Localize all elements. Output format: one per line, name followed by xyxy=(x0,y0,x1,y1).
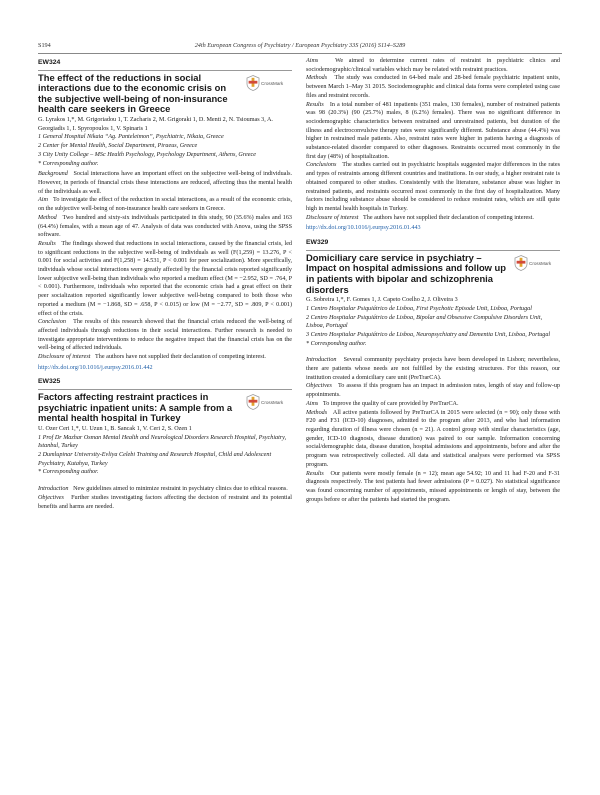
affiliation: 3 City Unity College – MSc Health Psychology, Psychology Department, Athens, Greece xyxy=(38,151,256,158)
abstract-id-ew325: EW325 xyxy=(38,378,61,386)
section-conclusion xyxy=(38,318,292,353)
title-row-ew325 xyxy=(38,392,292,424)
section-disclosure xyxy=(38,353,292,362)
section-text: We aimed to determine current rates of restraint in psychiatric clinics and sociodemographic/clinical variables which may be related with restraint practices. xyxy=(306,58,560,73)
section-methods xyxy=(306,409,560,470)
affiliation: 2 Dumlupinar University-Evliya Celebi Training and Research Hospital, Child and Adolescent Psychiatry, Kutahya, Turkey xyxy=(38,452,272,467)
affiliation: 3 Centro Hospitalar Psiquiátrico de Lisboa, Neuropsychiatry and Dementia Unit, Lisboa, Portugal xyxy=(306,331,551,338)
crossmark-icon xyxy=(514,255,528,271)
section-text: The authors have not supplied their declaration of competing interest. xyxy=(363,214,534,221)
abstract-title-ew325: Factors affecting restraint practices in psychiatric inpatient units: A sample from a mental health hospital in Turkey xyxy=(38,391,233,424)
corresponding-author-note: * Corresponding author. xyxy=(306,340,367,347)
affiliation: 1 Centro Hospitalar Psiquiátrico de Lisboa, First Psychotic Episode Unit, Lisboa, Portugal xyxy=(306,305,532,312)
abstract-id-ew324: EW324 xyxy=(38,59,61,66)
section-label: Objectives xyxy=(306,383,332,390)
section-text: The study was conducted in 64-bed male and 28-bed female psychiatric inpatient units, between March 1–May 31 2015. Sociodemographic and clinical data forms were completed using case files and restraint records. xyxy=(306,75,560,99)
section-label: Conclusion xyxy=(38,319,66,326)
page-number: S194 xyxy=(38,42,51,49)
crossmark-label: CrossMark xyxy=(261,400,284,406)
affiliation: 2 Center for Mental Health, Social Department, Piraeus, Greece xyxy=(38,143,198,150)
journal-citation: 24th European Congress of Psychiatry / European Psychiatry 33S (2016) S114–S289 xyxy=(194,42,406,49)
crossmark-icon xyxy=(246,75,260,91)
section-label: Introduction xyxy=(306,357,337,364)
abstract-title-ew329: Domiciliary care service in psychiatry – Impact on hospital admissions and follow up in patients with bipolar and schizophrenia disorders xyxy=(306,251,507,295)
section-introduction xyxy=(306,356,560,382)
affiliation: 1 Prof Dr Mazhar Osman Mental Health and Neurological Disorders Research Hospital, Psychiatry, Istanbul, Turkey xyxy=(38,434,287,450)
section-label: Aims xyxy=(306,58,319,64)
section-rule xyxy=(38,70,292,71)
section-text: Two hundred and sixty-six individuals participated in this study, 90 (35.6%) males and 163 (64.4%) females, with a mean age of 47. Analysis of data was conducted with Anova, using the SPSS software. xyxy=(38,214,292,239)
section-results xyxy=(306,470,560,505)
section-label: Disclosure of interest xyxy=(38,354,91,361)
section-label: Background xyxy=(38,171,68,178)
section-aims xyxy=(306,400,560,409)
affiliation: 1 General Hospital Nikaia “Ag. Panteleimon”, Psychiatric, Nikaia, Greece xyxy=(38,134,224,141)
section-rule xyxy=(306,250,560,251)
section-label: Methods xyxy=(306,409,328,416)
section-label: Results xyxy=(306,470,324,477)
authors-ew325: U. Ozer Ceri 1,*, U. Uzun 1, B. Sancak 1, V. Ceri 2, S. Ozen 1 xyxy=(38,425,192,432)
section-text: To improve the quality of care provided by PreTrarCA. xyxy=(322,400,459,407)
section-text: All active patients followed by PreTrarCA in 2015 were selected (n = 90); only those with F20 and F31 (ICD-10) diagnoses, admitted to the program after 2013, and who had information regarding duration of illness were chosen (n = 21). A control group with similar characteristics (age, gender, ICD-10 diagnosis, disease duration) was paired to our sample. Information concerning social/demographic data, disease duration, hospital admissions and appointments, before and after the program was retrospectively collected. All data and statistical analyses were performed via SPSS program. xyxy=(306,409,561,468)
section-label: Results xyxy=(38,240,56,247)
authors-ew324: G. Lyrakos 1,*, M. Grigoriadou 1, T. Zacharis 2, M. Grigoraki 1, D. Menti 2, N. Tsioumas 3, A. Georgiadis 1, I. Spyropoulos 1, V. Spinaris 1 xyxy=(38,117,273,132)
crossmark-icon xyxy=(246,394,260,410)
abstract-id-ew329: EW329 xyxy=(306,239,329,247)
section-aim xyxy=(38,196,292,213)
doi-link-ew324[interactable]: http://dx.doi.org/10.1016/j.eurpsy.2016.01.442 xyxy=(38,364,153,371)
section-text: The studies carried out in psychiatric hospitals suggested major differences in the rates and types of restraints among different countries and institutions. In our study, a higher restraint rate is obtained compared to other studies. Consistently with the literature, substance abuse was higher in restrained patients, and restraints occurred most commonly in the first day of hospitalization. Many factors including substance abuse should be considered to reduce restraint rates, which are still quite high in mental health hospitals in Turkey. xyxy=(306,162,561,212)
title-row-ew324 xyxy=(38,73,292,115)
section-label: Conclusions xyxy=(306,162,337,169)
section-results xyxy=(306,101,560,162)
section-label: Results xyxy=(306,101,324,108)
abstract-title-ew324: The effect of the reductions in social interactions due to the economic crisis on the subjective well-being of non-insurance health care seekers in Greece xyxy=(38,71,228,115)
section-text: The authors have not supplied their declaration of competing interest. xyxy=(95,354,266,361)
section-text: Several community psychiatry projects have been developed in Lisbon; nevertheless, there are patients whose needs are not fulfilled by the existing structures. For this reason, our institution created a domiciliary care unit (PreTrarCA). xyxy=(306,357,561,381)
corresponding-author-note: * Corresponding author. xyxy=(38,469,99,476)
section-results xyxy=(38,240,292,318)
crossmark-label: CrossMark xyxy=(261,80,284,86)
section-rule xyxy=(38,389,292,390)
header-rule xyxy=(38,53,562,54)
section-label: Disclosure of interest xyxy=(306,214,359,221)
section-text: In a total number of 481 inpatients (351 males, 130 females), number of restrained patients was 98 (20.3%) (90 (25.7%) males, 8 (6.2%) females). There was no significant difference in sociodemographic characteristics between restrained and unrestrained patients, but duration of the illness and electroconvulsive therapy rates were significantly different. Substance abuse (44.4%) was higher in restrained male patients. Also, restraint rates were higher in patients having a diagnosis of substance-related disorder compared to other diagnoses. Restraints occurred most commonly in the first day (48%) of hospitalization. xyxy=(306,101,560,160)
section-text: Further studies investigating factors affecting the decision of restraint and its potential benefits and harms are needed. xyxy=(38,494,292,510)
section-text: Our patients were mostly female (n = 12); mean age 54.92; 10 and 11 had F-20 and F-31 diagnosis respectively. The test patients had fewer admissions (P = 0.027). No statistical significance was found concerning number of appointments, missed appointments or length of stay, between the groups before or after the patients had started the program. xyxy=(306,470,560,503)
section-text: To investigate the effect of the reduction in social interactions, as a result of the economic crisis, on the subjective well-being of non-insurance health care seekers in Greece. xyxy=(38,197,292,213)
section-label: Methods xyxy=(306,75,328,82)
section-conclusions xyxy=(306,161,560,213)
section-text: The findings showed that reductions in social interactions, caused by the financial crisis, led to significant reductions in the subjective well-being of individuals as well (F(1,259) = 13.276, P < 0.001 for social activities and F(1,258) = 14.531, P < 0.001 for peer socialization). More specifically, individuals whose social interactions were greatly affected by the financial crisis reported significantly lower subjective well-being than individuals who reported a medium effect (M = −2.952, SD = .764, P < 0.001). Furthermore, individuals who reported that the economic crisis had a great effect on their peer socialization reported significantly lower subjective well-being compared to both those who reported a medium (M = −1.868, SD = .658, P < 0.015) or low (M = −2.77, SD = .809, P < 0.001) effect of the crisis. xyxy=(38,240,292,317)
section-aims xyxy=(306,57,560,74)
left-column xyxy=(38,59,292,511)
section-disclosure xyxy=(306,214,560,223)
crossmark-badge[interactable] xyxy=(246,75,286,95)
section-label: Aim xyxy=(38,197,48,204)
section-background xyxy=(38,170,292,196)
section-text: New guidelines aimed to minimize restraint in psychiatry clinics due to ethical reasons. xyxy=(73,486,288,493)
title-row-ew329 xyxy=(306,253,560,295)
section-label: Introduction xyxy=(38,486,69,493)
crossmark-badge[interactable] xyxy=(246,394,286,414)
crossmark-badge[interactable] xyxy=(514,255,554,275)
authors-ew329: G. Sobreira 1,*, F. Gomes 1, J. Capeto Coelho 2, J. Oliveira 3 xyxy=(306,297,458,304)
section-text: The results of this research showed that the financial crisis reduced the well-being of affected individuals through reductions in their social interactions. Further research is needed to investigate appropriate interventions to reduce the negative impact that the financial crisis has on the well-being of affected individuals. xyxy=(38,319,293,352)
crossmark-label: CrossMark xyxy=(529,260,552,266)
doi-link-ew325[interactable]: http://dx.doi.org/10.1016/j.eurpsy.2016.01.443 xyxy=(306,225,421,232)
section-introduction xyxy=(38,485,292,494)
section-text: To assess if this program has an impact in admission rates, length of stay and follow-up appointments. xyxy=(306,383,561,399)
section-text: Social interactions have an important effect on the subjective well-being of individuals. However, in periods of financial crisis these interactions are reduced, affecting thus the mental health of the individuals as well. xyxy=(38,171,293,195)
right-column xyxy=(306,57,560,504)
corresponding-author-note: * Corresponding author. xyxy=(38,160,99,167)
affiliation: 2 Centro Hospitalar Psiquiátrico de Lisboa, Bipolar and Obsessive Compulsive Disorders Unit, Lisboa, Portugal xyxy=(306,314,543,330)
section-label: Aims xyxy=(306,400,319,407)
section-objectives xyxy=(38,494,292,511)
section-objectives xyxy=(306,382,560,399)
section-methods xyxy=(306,74,560,100)
section-label: Method xyxy=(38,214,57,221)
section-label: Objectives xyxy=(38,494,64,501)
section-method xyxy=(38,214,292,240)
